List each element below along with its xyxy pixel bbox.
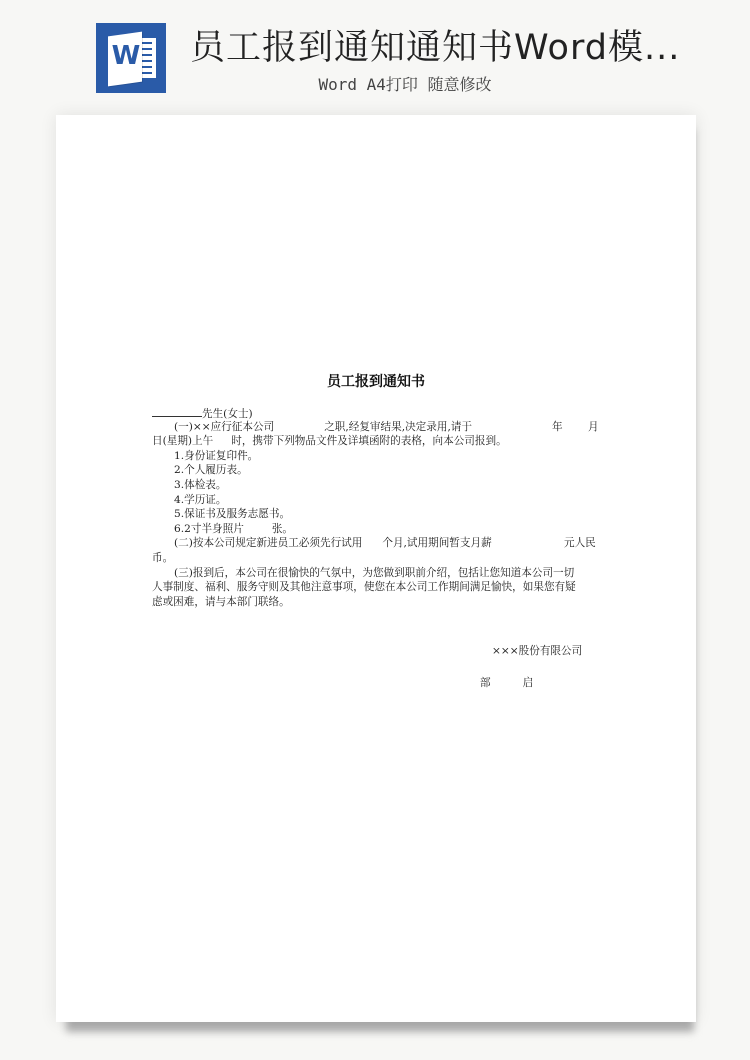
- salutation: 先生(女士): [202, 408, 253, 420]
- p1-month: 月: [588, 420, 599, 433]
- paragraph-3-line-2: 人事制度、福利、服务守则及其他注意事项，使您在本公司工作期间满足愉快，如果您有疑: [152, 581, 576, 594]
- name-blank: [152, 405, 202, 417]
- document-title: 员工报到通知书: [327, 374, 425, 390]
- header: [0, 0, 750, 110]
- list-item: 3.体检表。: [174, 478, 227, 491]
- document-body: [152, 405, 598, 609]
- item6-text-a: 6.2寸半身照片: [174, 522, 244, 535]
- paragraph-2-line-1: [152, 536, 598, 551]
- p2-text-c: 元人民: [564, 537, 596, 550]
- paragraph-1-line-2: [152, 434, 598, 449]
- page-title: 员工报到通知通知书Word模...: [190, 28, 681, 68]
- paragraph-3-line-1: (三)报到后，本公司在很愉快的气氛中，为您做到职前介绍，包括让您知道本公司一切: [174, 566, 575, 579]
- list-item: 2.个人履历表。: [174, 464, 248, 477]
- list-item: 5.保证书及服务志愿书。: [174, 508, 291, 521]
- p1-text-b: 之职,经复审结果,决定录用,请于: [324, 420, 473, 433]
- company-signature: ×××股份有限公司: [492, 645, 583, 657]
- document-page: [56, 115, 696, 1022]
- p1-year: 年: [552, 420, 563, 433]
- paragraph-2-line-2: 币。: [152, 551, 174, 564]
- p2-text-b: 个月,试用期间暂支月薪: [382, 537, 492, 550]
- paragraph-1-line-1: [152, 420, 598, 435]
- page-subtitle: Word A4打印 随意修改: [318, 75, 492, 94]
- qi-label: 启: [522, 677, 534, 689]
- word-icon-letter: W: [111, 41, 141, 71]
- item6-text-b: 张。: [271, 522, 294, 535]
- p1-text-a: (一)××应行征本公司: [174, 420, 275, 433]
- salutation-line: [152, 405, 598, 420]
- p2-text-a: (二)按本公司规定新进员工必须先行试用: [174, 537, 363, 550]
- p1-line2-b: 时，携带下列物品文件及详填函附的表格，向本公司报到。: [231, 435, 507, 448]
- paragraph-3-line-3: 虑或困难，请与本部门联络。: [152, 595, 290, 608]
- p1-line2-a: 日(星期)上午: [152, 435, 214, 448]
- dept-label: 部: [480, 677, 491, 689]
- list-item: 4.学历证。: [174, 493, 227, 506]
- list-item-6: [152, 522, 598, 537]
- department-signature: [480, 675, 533, 690]
- list-item: 1.身份证复印件。: [174, 449, 259, 462]
